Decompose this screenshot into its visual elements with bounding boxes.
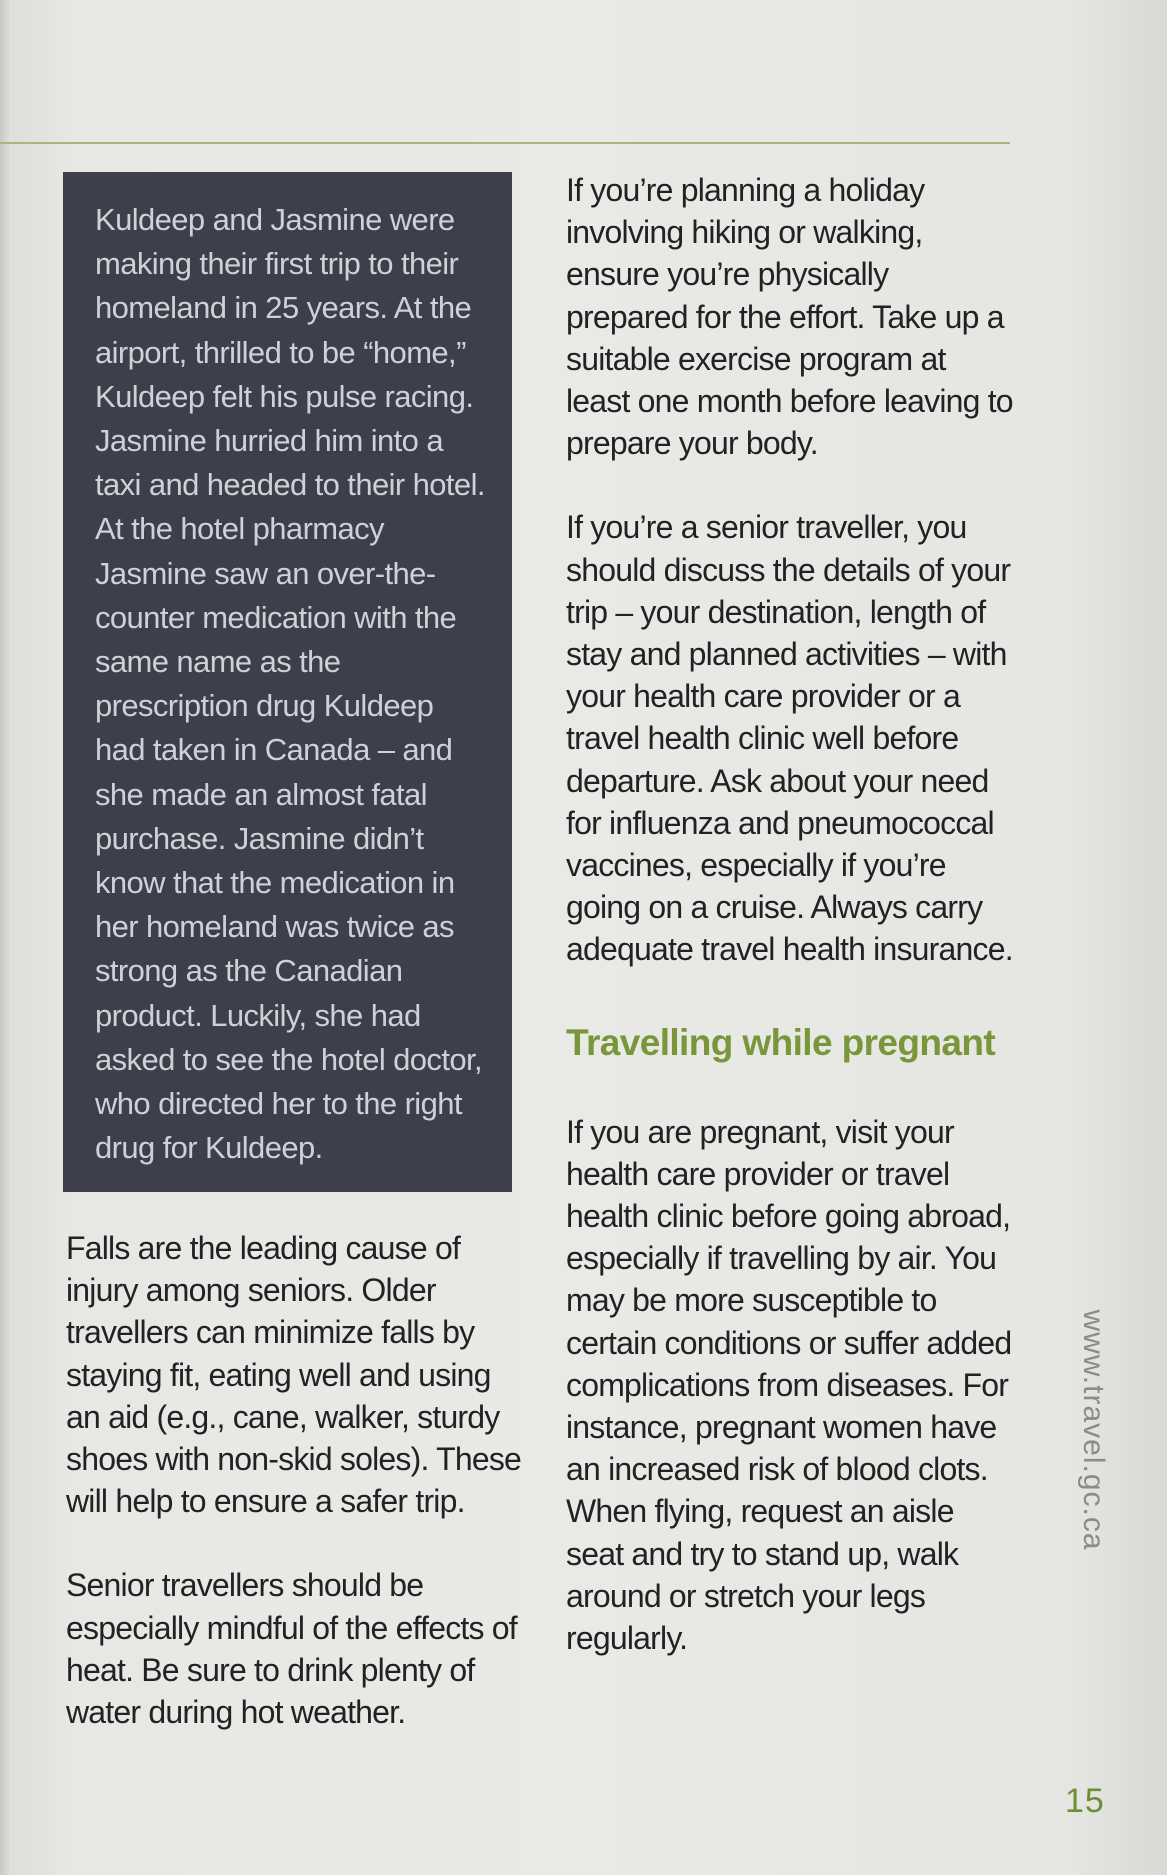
falls-paragraph: Falls are the leading cause of injury among seniors. Older travellers can minimize falls by staying fit, eating well and using an aid (e.g., cane, walker, sturdy shoes with non-skid soles). These will help to ensure a safer trip. [66, 1230, 522, 1520]
left-column [66, 1227, 526, 1733]
pregnancy-paragraph: If you are pregnant, visit your health care provider or travel health clinic before going abroad, especially if travelling by air. You may be more susceptible to certain conditions or suffer added complications from diseases. For instance, pregnant women have an increased risk of blood clots. When flying, request an aisle seat and try to stand up, walk around or stretch your legs regularly. [566, 1113, 1012, 1657]
story-text: Kuldeep and Jasmine were making their first trip to their homeland in 25 years. At the airport, thrilled to be “home,” Kuldeep felt his pulse racing. Jasmine hurried him into a taxi and headed to their hotel. At the hotel pharmacy Jasmine saw an over-the-counter medication with the same name as the prescription drug Kuldeep had taken in Canada – and she made an almost fatal purchase. Jasmine didn’t know that the medication in her homeland was twice as strong as the Canadian product. Luckily, she had asked to see the hotel doctor, who directed her to the right drug for Kuldeep. [95, 202, 485, 1166]
story-sidebar-box [63, 172, 512, 1192]
website-url: www.travel.gc.ca [1077, 1309, 1110, 1551]
senior-traveller-paragraph: If you’re a senior traveller, you should discuss the details of your trip – your destination, length of stay and planned activities – with your health care provider or a travel health clinic well before departure. Ask about your need for influenza and pneumococcal vaccines, especially if you’re going on a cruise. Always carry adequate travel health insurance. [566, 509, 1013, 968]
page-binding-edge [0, 0, 12, 1875]
page-number: 15 [1065, 1782, 1105, 1820]
heat-paragraph: Senior travellers should be especially mindful of the effects of heat. Be sure to drink plenty of water during hot weather. [66, 1567, 517, 1731]
hiking-paragraph: If you’re planning a holiday involving hiking or walking, ensure you’re physically prepared for the effort. Take up a suitable exercise program at least one month before leaving to prepare your body. [566, 172, 1013, 462]
header-rule [0, 142, 1010, 144]
section-heading-pregnant: Travelling while pregnant [566, 1021, 996, 1063]
right-column [566, 169, 1016, 1659]
